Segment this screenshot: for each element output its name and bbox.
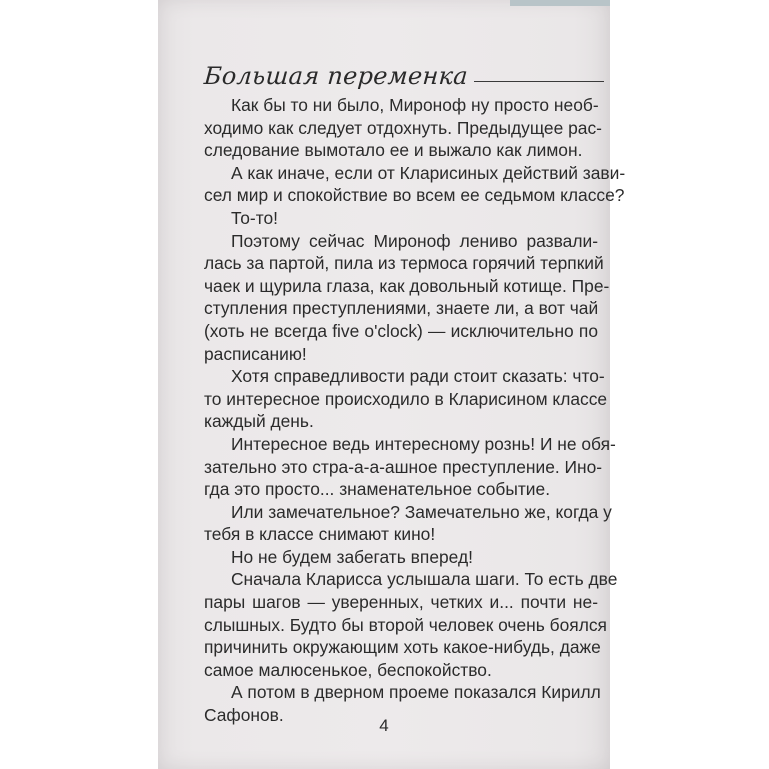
text-line: следование вымотало ее и выжало как лимон.: [204, 140, 583, 161]
chapter-heading: [204, 56, 604, 90]
text-line: Хотя справедливости ради стоит сказать: что-: [231, 366, 605, 387]
text-line: ступления преступлениями, знаете ли, а вот чай: [204, 298, 599, 319]
text-line: Поэтому сейчас Мироноф лениво развали-: [231, 230, 598, 251]
heading-underline: [474, 81, 604, 82]
text-line: (хоть не всегда five o'clock) — исключительно по: [204, 320, 598, 341]
body-text: [204, 94, 626, 727]
text-line: ходимо как следует отдохнуть. Предыдущее рас-: [204, 117, 602, 138]
text-line: гда это просто... знаменательное событие.: [204, 479, 551, 500]
text-line: То-то!: [231, 207, 278, 228]
text-line: А как иначе, если от Кларисиных действий зави-: [231, 162, 626, 183]
text-line: зательно это стра-а-а-ашное преступление. Ино-: [204, 456, 603, 477]
text-line: Но не будем забегать вперед!: [231, 546, 473, 567]
text-line: Сафонов.: [204, 705, 284, 726]
text-line: слышных. Будто бы второй человек очень боялся: [204, 614, 607, 635]
page-top-mark: [510, 0, 610, 6]
text-line: расписанию!: [204, 343, 307, 364]
text-line: Как бы то ни было, Мироноф ну просто необ-: [231, 95, 599, 115]
page-number: 4: [379, 716, 389, 735]
text-line: лась за партой, пила из термоса горячий терпкий: [204, 253, 604, 274]
text-line: пары шагов — уверенных, четких и... почти не-: [204, 592, 598, 613]
book-page: [158, 0, 626, 769]
chapter-title: Большая переменка: [203, 62, 469, 90]
text-line: каждый день.: [204, 411, 314, 432]
text-line: Сначала Кларисса услышала шаги. То есть две: [231, 569, 618, 590]
text-line: А потом в дверном проеме показался Кирилл: [231, 682, 601, 703]
text-line: Интересное ведь интересному рознь! И не обя-: [231, 433, 616, 454]
text-line: причинить окружающим хоть какое-нибудь, даже: [204, 637, 601, 658]
text-line: то интересное происходило в Кларисином классе: [204, 388, 608, 409]
text-line: самое малюсенькое, беспокойство.: [204, 659, 492, 680]
text-line: тебя в классе снимают кино!: [204, 524, 436, 545]
text-line: сел мир и спокойствие во всем ее седьмом классе?: [204, 185, 625, 206]
text-line: Или замечательное? Замечательно же, когда у: [231, 501, 612, 522]
text-line: чаек и щурила глаза, как довольный котище. Пре-: [204, 275, 610, 296]
